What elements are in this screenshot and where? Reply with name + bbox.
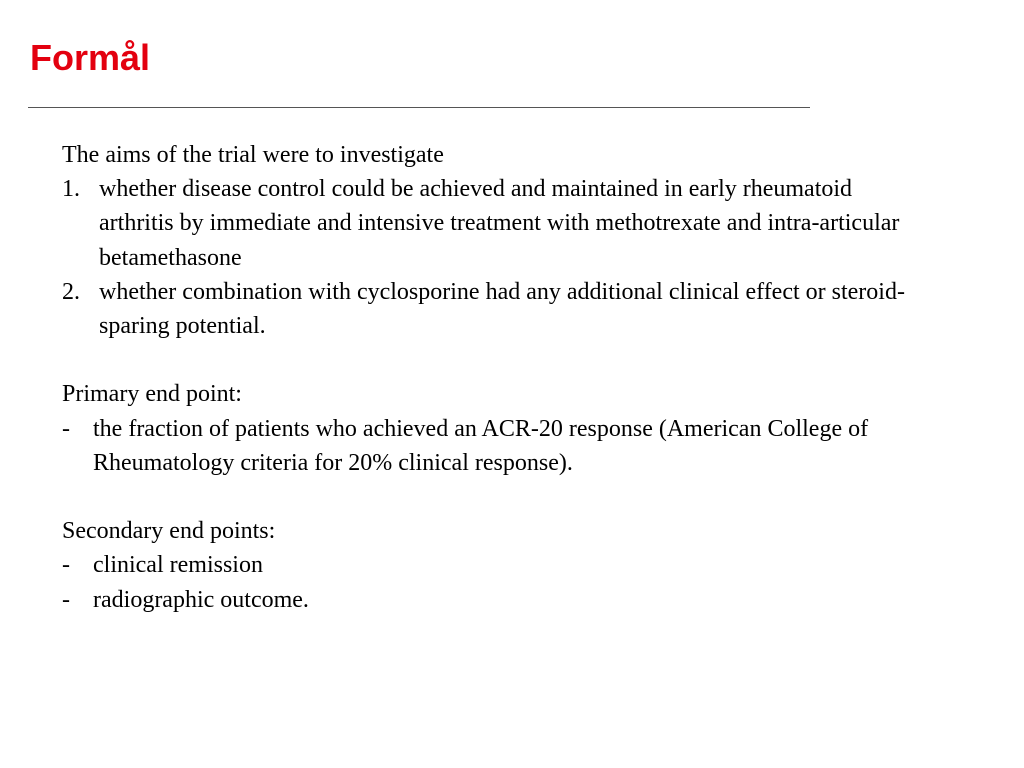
aims-item-1-text: whether disease control could be achieved and maintained in early rheumatoid arthritis by immediate and intensive treatment with methotrexate and intra-articular betamethasone bbox=[99, 176, 900, 271]
secondary-endpoint-2-text: radiographic outcome. bbox=[93, 586, 309, 613]
secondary-endpoints-list bbox=[62, 548, 912, 616]
primary-endpoint-marker: - bbox=[62, 415, 70, 442]
secondary-endpoint-item-2 bbox=[62, 583, 912, 617]
primary-endpoint-heading: Primary end point: bbox=[62, 381, 242, 408]
slide-body bbox=[62, 138, 912, 617]
aims-item-2 bbox=[62, 275, 912, 343]
primary-endpoint-list bbox=[62, 412, 912, 480]
aims-list bbox=[62, 172, 912, 343]
slide-title: Formål bbox=[30, 37, 151, 78]
aims-item-2-text: whether combination with cyclosporine had any additional clinical effect or steroid-sparing potential. bbox=[99, 278, 905, 340]
secondary-endpoint-1-text: clinical remission bbox=[93, 552, 263, 579]
secondary-endpoints-heading: Secondary end points: bbox=[62, 518, 276, 545]
secondary-endpoint-item-1 bbox=[62, 548, 912, 582]
secondary-endpoint-1-marker: - bbox=[62, 552, 70, 579]
spacer bbox=[62, 480, 912, 514]
primary-endpoint-text: the fraction of patients who achieved an ACR-20 response (American College of Rheumatology criteria for 20% clinical response). bbox=[93, 415, 869, 476]
aims-item-1 bbox=[62, 172, 912, 275]
aims-item-1-marker: 1. bbox=[62, 176, 80, 203]
primary-endpoint-item bbox=[62, 412, 912, 480]
aims-intro: The aims of the trial were to investigate bbox=[62, 142, 444, 168]
secondary-endpoint-2-marker: - bbox=[62, 586, 70, 613]
aims-item-2-marker: 2. bbox=[62, 278, 80, 305]
spacer bbox=[62, 343, 912, 377]
title-divider bbox=[28, 107, 810, 108]
